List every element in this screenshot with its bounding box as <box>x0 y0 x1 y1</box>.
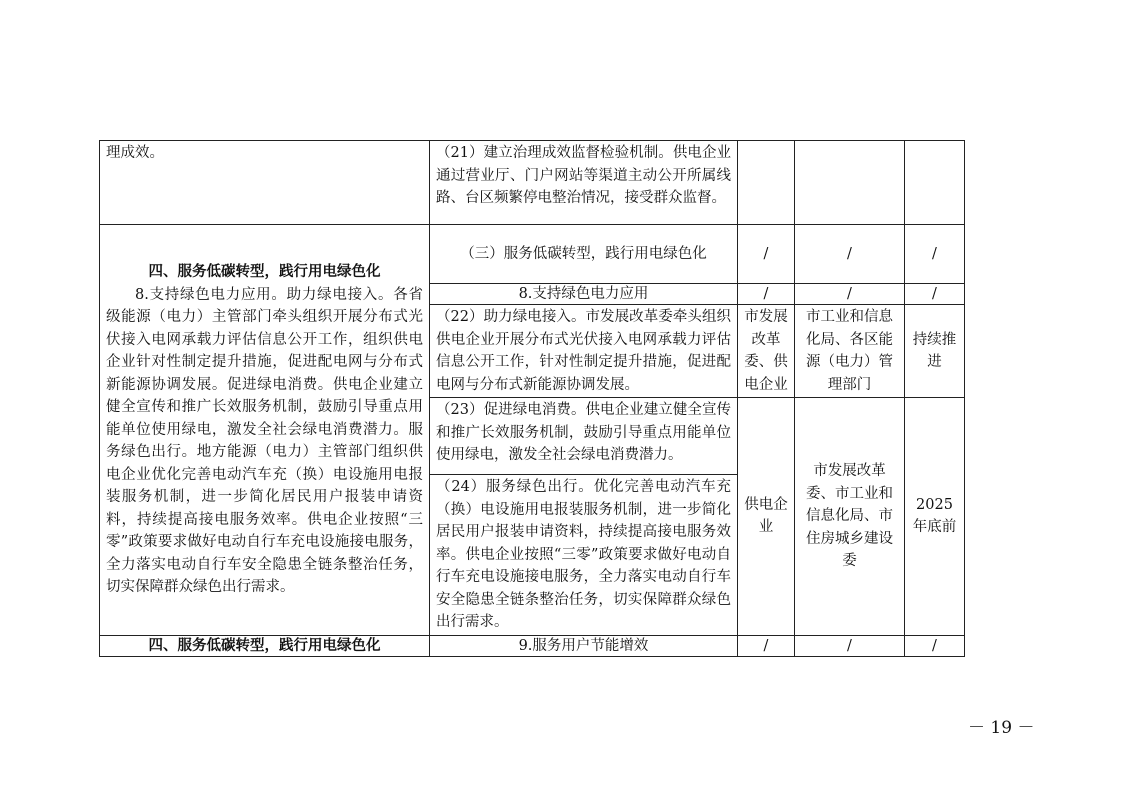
cell-slash: / <box>795 284 905 305</box>
table-row <box>100 141 965 225</box>
table-row <box>100 635 965 656</box>
cell-subsection-title: （三）服务低碳转型，践行用电绿色化 <box>430 225 738 284</box>
cell-task-23: （23）促进绿电消费。供电企业建立健全宣传和推广长效服务机制，鼓励引导重点用能单位使用绿电，激发全社会绿电消费潜力。 <box>430 398 738 475</box>
cell-lead-unit: 市发展改革委、供电企业 <box>738 305 795 398</box>
cell-deadline: 持续推进 <box>905 305 965 398</box>
policy-table <box>99 140 965 657</box>
cell-task-22: （22）助力绿电接入。市发展改革委牵头组织供电企业开展分布式光伏接入电网承载力评估信息公开工作，针对性制定提升措施，促进配电网与分布式新能源协调发展。 <box>430 305 738 398</box>
table-row <box>100 225 965 284</box>
cell-cooperating-units: 市工业和信息化局、各区能源（电力）管理部门 <box>795 305 905 398</box>
cell-task-24: （24）服务绿色出行。优化完善电动汽车充（换）电设施用电报装服务机制，进一步简化居民用户报装申请资料，持续提高接电服务效率。供电企业按照“三零”政策要求做好电动自行车充电设施接电服务，全力落实电动自行车安全隐患全链条整治任务，切实保障群众绿色出行需求。 <box>430 475 738 636</box>
cell-item-9: 9.服务用户节能增效 <box>430 635 738 656</box>
cell-slash: / <box>738 225 795 284</box>
cell-item-8: 8.支持绿色电力应用 <box>430 284 738 305</box>
section-body: 8.支持绿色电力应用。助力绿电接入。各省级能源（电力）主管部门牵头组织开展分布式光伏接入电网承载力评估信息公开工作，组织供电企业针对性制定提升措施，促进配电网与分布式新能源协调发展。促进绿电消费。供电企业建立健全宣传和推广长效服务机制，鼓励引导重点用能单位使用绿电，激发全社会绿电消费潜力。服务绿色出行。地方能源（电力）主管部门组织供电企业优化完善电动汽车充（换）电设施用电报装服务机制，进一步简化居民用户报装申请资料，持续提高接电服务效率。供电企业按照“三零”政策要求做好电动自行车充电设施接电服务，全力落实电动自行车安全隐患全链条整治任务，切实保障群众绿色出行需求。 <box>106 286 423 595</box>
cell-task-21: （21）建立治理成效监督检验机制。供电企业通过营业厅、门户网站等渠道主动公开所属线路、台区频繁停电整治情况，接受群众监督。 <box>430 141 738 225</box>
cell-empty <box>905 141 965 225</box>
cell-slash: / <box>795 635 905 656</box>
cell-slash: / <box>795 225 905 284</box>
cell-slash: / <box>738 284 795 305</box>
cell-left-continuation: 理成效。 <box>100 141 430 225</box>
cell-empty <box>738 141 795 225</box>
cell-section-title: 四、服务低碳转型，践行用电绿色化 <box>100 635 430 656</box>
section-heading: 四、服务低碳转型，践行用电绿色化 <box>148 263 381 280</box>
cell-cooperating-units: 市发展改革委、市工业和信息化局、市住房城乡建设委 <box>795 398 905 636</box>
cell-slash: / <box>738 635 795 656</box>
page-number: － 19 － <box>968 718 1035 738</box>
cell-lead-unit: 供电企业 <box>738 398 795 636</box>
cell-slash: / <box>905 635 965 656</box>
cell-slash: / <box>905 225 965 284</box>
cell-empty <box>795 141 905 225</box>
cell-deadline: 2025年底前 <box>905 398 965 636</box>
cell-left-section <box>100 225 430 636</box>
cell-slash: / <box>905 284 965 305</box>
